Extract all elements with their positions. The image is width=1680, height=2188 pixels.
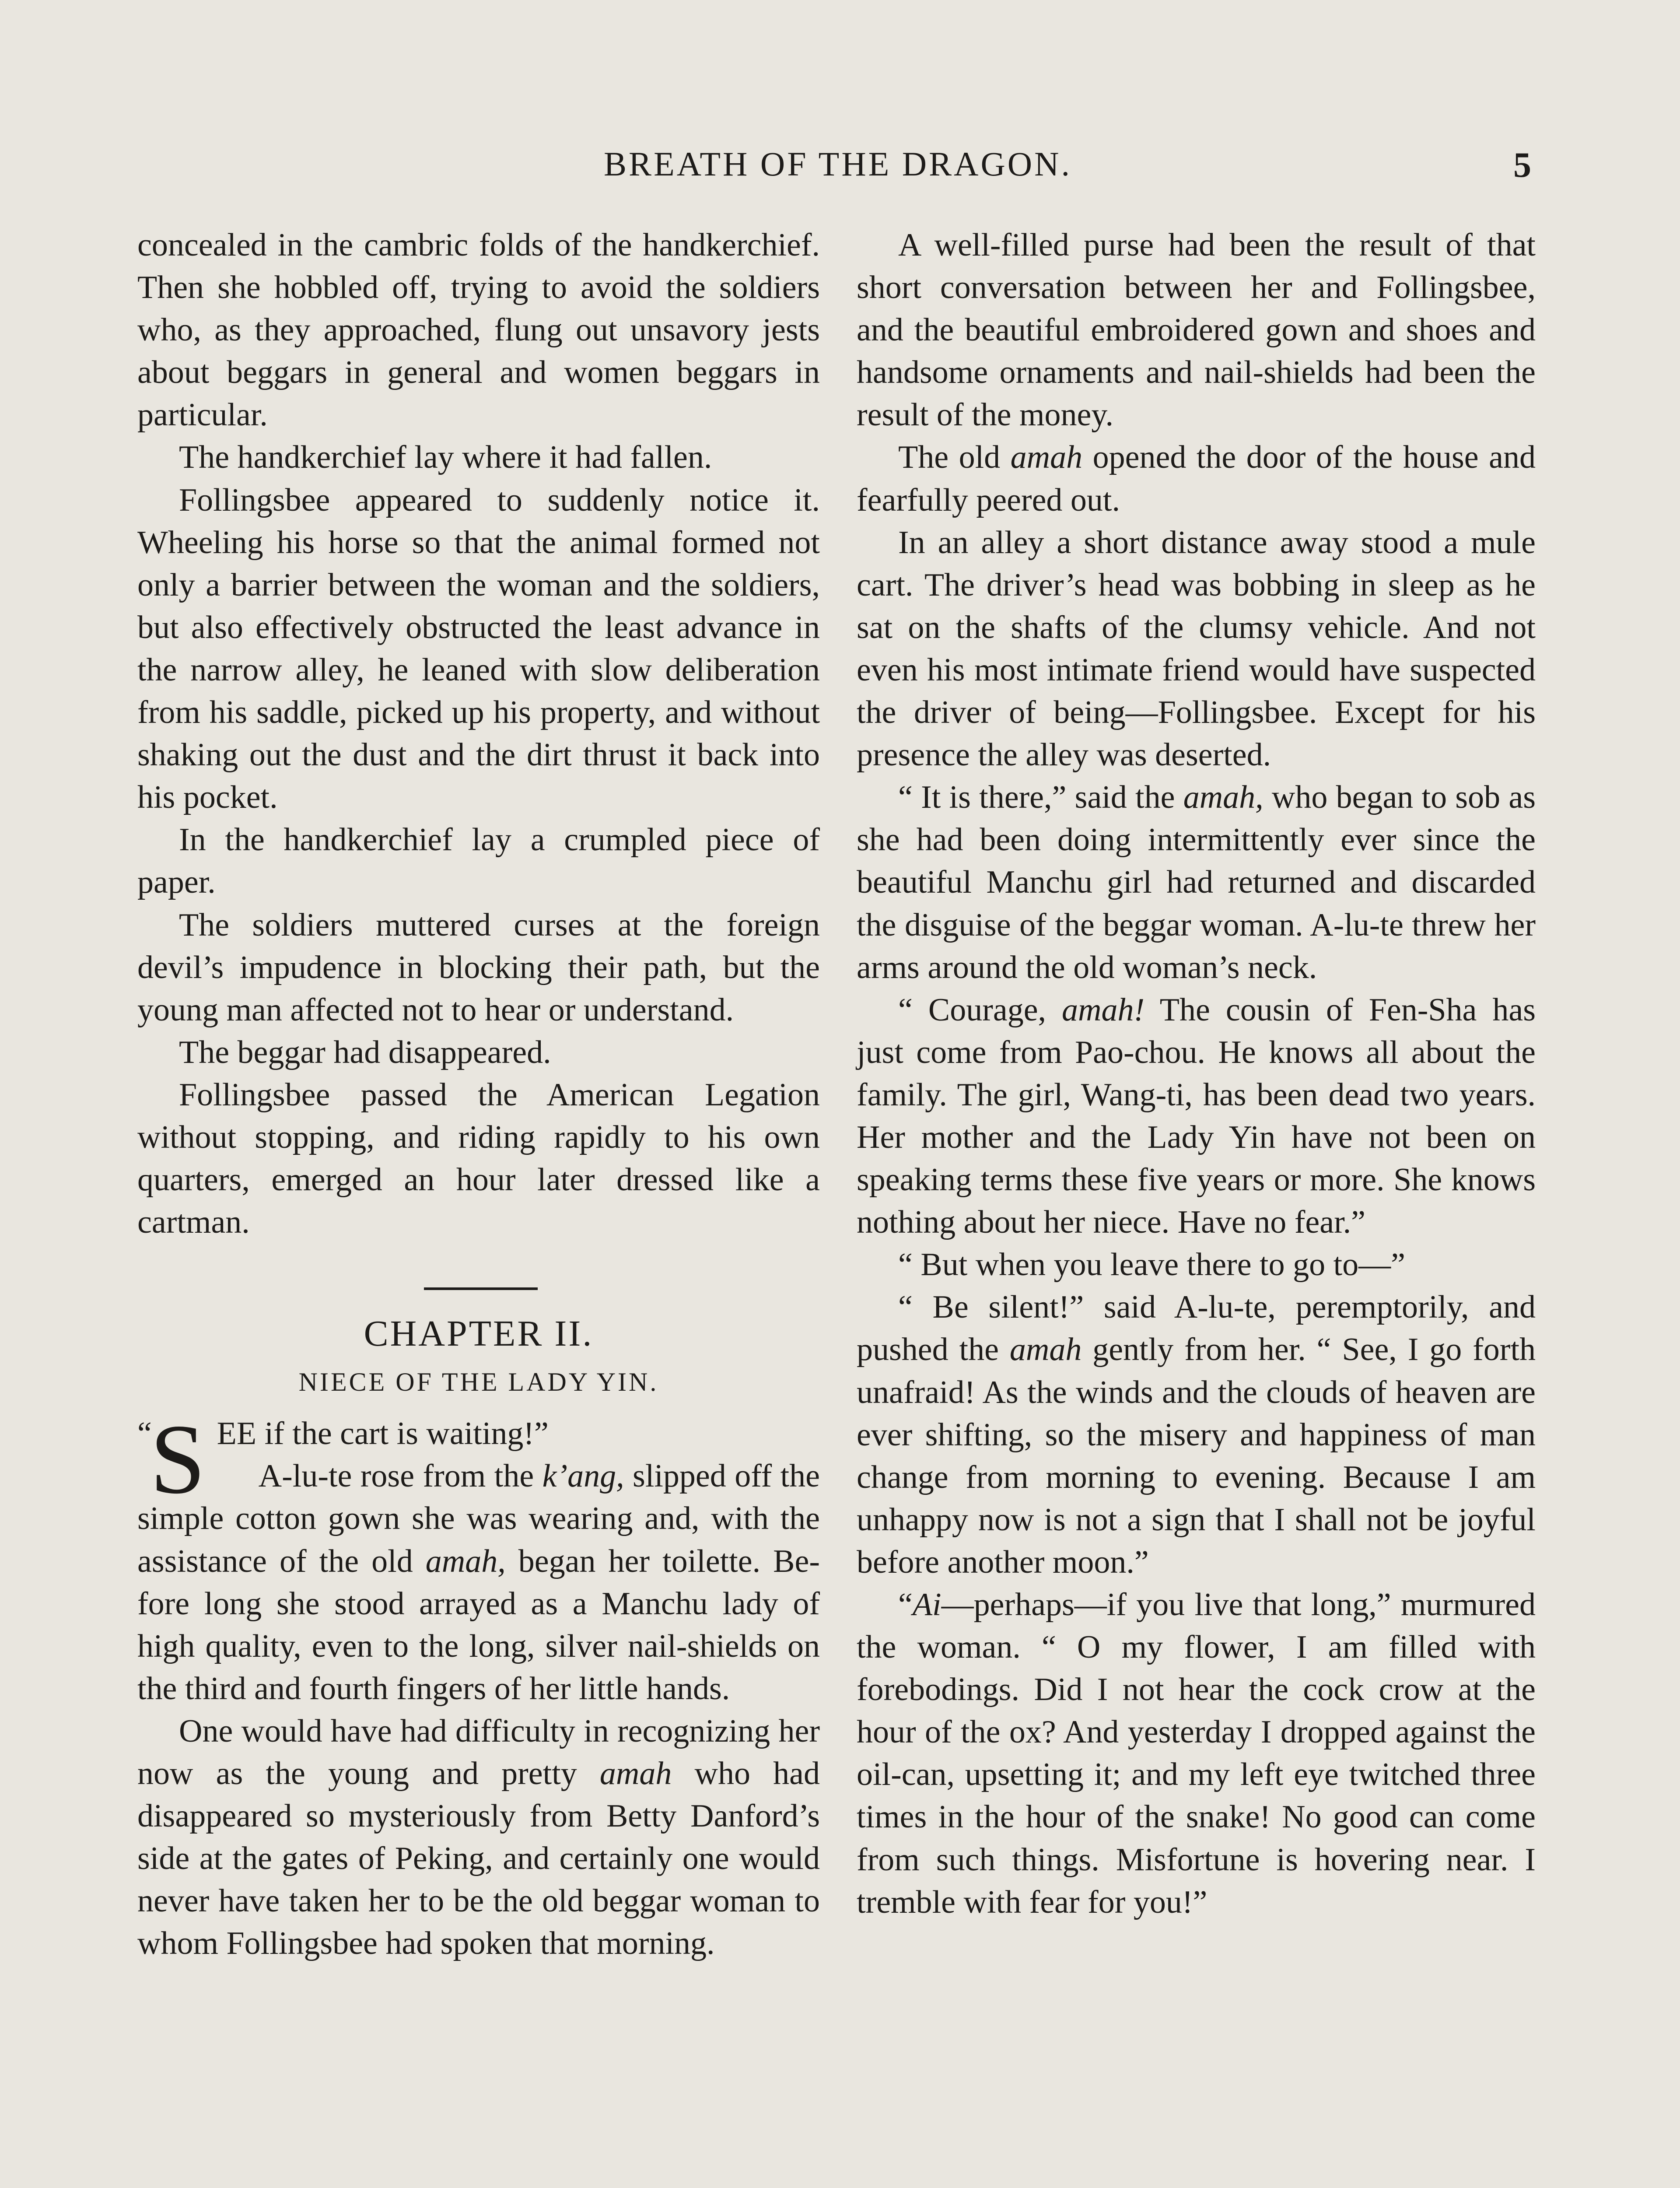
- paragraph: [857, 776, 1536, 989]
- opening-paragraph: [137, 1404, 820, 1710]
- text-run: “: [898, 1587, 913, 1623]
- running-header: [131, 144, 1544, 193]
- text-run: “ Be silent!” said A-lu-te, peremptorily, and pushed the: [857, 1289, 1536, 1368]
- paragraph: The soldiers muttered curses at the foreign devil’s impudence in blocking their path, but the young man affected not to hear or understand.: [137, 907, 820, 1028]
- paragraph: Follingsbee appeared to suddenly notice it. Wheeling his horse so that the animal formed not only a barrier between the woman and the soldiers, but also effectively obstructed the least advance in the narrow alley, he leaned with slow deliberation from his saddle, picked up his property, and without shaking out the dust and the dirt thrust it back into his pocket.: [137, 482, 820, 816]
- section-divider: [137, 1244, 820, 1308]
- paragraph: The beggar had disappeared.: [179, 1034, 551, 1070]
- paragraph: [857, 989, 1536, 1244]
- italic-term: k’ang,: [542, 1458, 624, 1494]
- opening-quote: “: [137, 1416, 152, 1452]
- italic-term: amah!: [1062, 992, 1145, 1028]
- paragraph: The handkerchief lay where it had fallen.: [179, 439, 712, 476]
- right-column: [857, 224, 1536, 1924]
- paragraph: [857, 436, 1536, 521]
- text-run: opened the door of the house and fearfully peered out.: [857, 439, 1536, 518]
- paragraph: [137, 1710, 820, 1965]
- opening-text: EE if the cart is waiting!”: [217, 1416, 549, 1452]
- italic-term: amah,: [425, 1543, 506, 1579]
- paragraph: In the handkerchief lay a crumpled piece of paper.: [137, 822, 820, 901]
- paragraph: [857, 1286, 1536, 1584]
- italic-term: Ai: [912, 1587, 942, 1623]
- paragraph: concealed in the cambric folds of the handkerchief. Then she hobbled off, trying to avoid the soldiers who, as they approached, flung out unsavory jests about beggars in general and women beggars in particular.: [137, 227, 820, 433]
- running-title: BREATH OF THE DRAGON.: [604, 145, 1072, 183]
- text-run: “ It is there,” said the: [898, 779, 1183, 816]
- paragraph: “ But when you leave there to go to—”: [898, 1247, 1405, 1283]
- italic-term: amah: [1009, 1332, 1082, 1368]
- text-run: who began to sob as she had been doing intermittently ever since the beautiful Manchu girl had returned and discarded the disguise of the beggar woman. A-lu-te threw her arms around the old woman’s neck.: [857, 779, 1536, 985]
- page-number: 5: [1513, 145, 1531, 185]
- italic-term: amah,: [1183, 779, 1264, 816]
- paragraph: A well-filled purse had been the result of that short conversation between her and Follingsbee, and the beautiful embroidered gown and shoes and handsome ornaments and nail-shields had been the result of the money.: [857, 227, 1536, 433]
- text-run: One would have had difficulty in recognizing her now as the young and pretty: [137, 1713, 820, 1792]
- chapter-heading: CHAPTER II.: [364, 1313, 594, 1354]
- text-run: The old: [898, 439, 1011, 476]
- text-run: gently from her. “ See, I go forth unafraid! As the winds and the clouds of heaven are ever shifting, so the misery and happiness of man change from morning to evening. Because I am unhappy now is not a sign that I shall not be joyful before another moon.”: [857, 1332, 1536, 1580]
- text-run: —perhaps—if you live that long,” murmured the woman. “ O my flower, I am filled with forebodings. Did I not hear the cock crow at the hour of the ox? And yesterday I dropped against the oil-can, upsetting it; and my left eye twitched three times in the hour of the snake! No good can come from such things. Misfortune is hovering near. I tremble with fear for you!”: [857, 1587, 1536, 1920]
- drop-cap: S: [150, 1404, 206, 1515]
- text-run: who had disappeared so mysteriously from Betty Danford’s side at the gates of Peking, and certainly one would never have taken her to be the old beggar woman to whom Follingsbee had spoken that morning.: [137, 1756, 820, 1962]
- left-column: [137, 224, 820, 1965]
- text-run: slipped off the simple cotton gown she was wearing and, with the assistance of the old: [137, 1458, 820, 1579]
- italic-term: amah: [1010, 439, 1083, 476]
- text-run: “ Courage,: [898, 992, 1062, 1028]
- text-run: A-lu-te rose from the: [258, 1458, 542, 1494]
- italic-term: amah: [599, 1756, 672, 1792]
- text-run: The cousin of Fen-Sha has just come from Pao-chou. He knows all about the family. The girl, Wang-ti, has been dead two years. Her mother and the Lady Yin have not been on speaking terms these five years or more. She knows nothing about her niece. Have no fear.”: [857, 992, 1536, 1241]
- paragraph: Follingsbee passed the American Legation without stopping, and riding rapidly to his own quarters, emerged an hour later dressed like a cartman.: [137, 1076, 820, 1241]
- chapter-subtitle: NIECE OF THE LADY YIN.: [298, 1368, 659, 1397]
- paragraph: In an alley a short distance away stood a mule cart. The driver’s head was bobbing in sleep as he sat on the shafts of the clumsy vehicle. And not even his most intimate friend would have suspected the driver of being—Follingsbee. Except for his presence the alley was deserted.: [857, 524, 1536, 773]
- paragraph: [857, 1584, 1536, 1924]
- text-run: began her toilette. Before long she stood arrayed as a Manchu lady of high quality, even to the long, silver nail-shields on the third and fourth fingers of her little hands.: [137, 1543, 820, 1707]
